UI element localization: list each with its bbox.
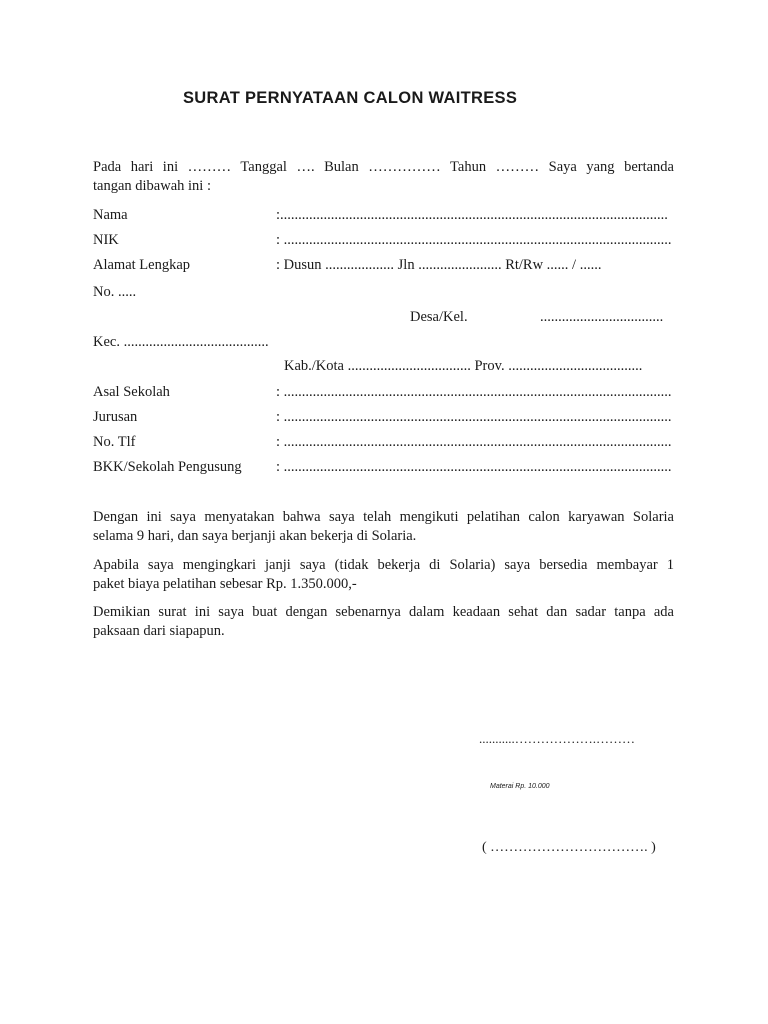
field-value-jurusan: : ........................................................................................................... bbox=[276, 409, 672, 425]
intro-line-2: tangan dibawah ini : bbox=[93, 178, 211, 194]
field-value-desa: .................................. bbox=[540, 309, 664, 325]
statement-2-line-1: Apabila saya mengingkari janji saya (tidak bekerja di Solaria) saya bersedia membayar 1 bbox=[93, 557, 674, 573]
statement-1-line-1: Dengan ini saya menyatakan bahwa saya telah mengikuti pelatihan calon karyawan Solaria bbox=[93, 509, 674, 525]
field-value-bkk: : ........................................................................................................... bbox=[276, 459, 672, 475]
field-kec: Kec. ........................................ bbox=[93, 334, 269, 350]
field-label-bkk: BKK/Sekolah Pengusung bbox=[93, 459, 242, 475]
statement-paragraph-3 bbox=[93, 603, 674, 641]
field-kab-prov: Kab./Kota .................................. Prov. ..................................... bbox=[284, 358, 643, 374]
field-label-desa: Desa/Kel. bbox=[410, 309, 468, 325]
statement-paragraph-2 bbox=[93, 556, 674, 594]
field-value-asal-sekolah: : ........................................................................................................... bbox=[276, 384, 672, 400]
field-value-nik: : ........................................................................................................... bbox=[276, 232, 672, 248]
field-value-alamat: : Dusun ................... Jln ....................... Rt/Rw ...... / ...... bbox=[276, 257, 602, 273]
field-value-nama: :........................................................................................................... bbox=[276, 207, 668, 223]
field-label-alamat: Alamat Lengkap bbox=[93, 257, 191, 273]
statement-1-line-2: selama 9 hari, dan saya berjanji akan bekerja di Solaria. bbox=[93, 528, 417, 544]
field-label-nik: NIK bbox=[93, 232, 119, 248]
statement-paragraph-1 bbox=[93, 508, 674, 546]
field-label-asal-sekolah: Asal Sekolah bbox=[93, 384, 170, 400]
field-label-jurusan: Jurusan bbox=[93, 409, 138, 425]
statement-3-line-1: Demikian surat ini saya buat dengan sebenarnya dalam keadaan sehat dan sadar tanpa ada bbox=[93, 604, 674, 620]
intro-paragraph bbox=[93, 158, 674, 196]
intro-line-1: Pada hari ini ……… Tanggal …. Bulan …………… Tahun ……… Saya yang bertanda bbox=[93, 159, 674, 175]
field-no: No. ..... bbox=[93, 284, 137, 300]
field-label-nama: Nama bbox=[93, 207, 128, 223]
document-title: SURAT PERNYATAAN CALON WAITRESS bbox=[183, 89, 518, 107]
meterai-label: Materai Rp. 10.000 bbox=[490, 783, 550, 790]
statement-2-line-2: paket biaya pelatihan sebesar Rp. 1.350.000,- bbox=[93, 576, 357, 592]
signature-name-line: ( ……………………………. ) bbox=[482, 840, 656, 855]
signature-date-line: ...........……………….……… bbox=[479, 731, 635, 746]
field-value-no-tlf: : ........................................................................................................... bbox=[276, 434, 672, 450]
statement-3-line-2: paksaan dari siapapun. bbox=[93, 623, 225, 639]
field-label-no-tlf: No. Tlf bbox=[93, 434, 136, 450]
